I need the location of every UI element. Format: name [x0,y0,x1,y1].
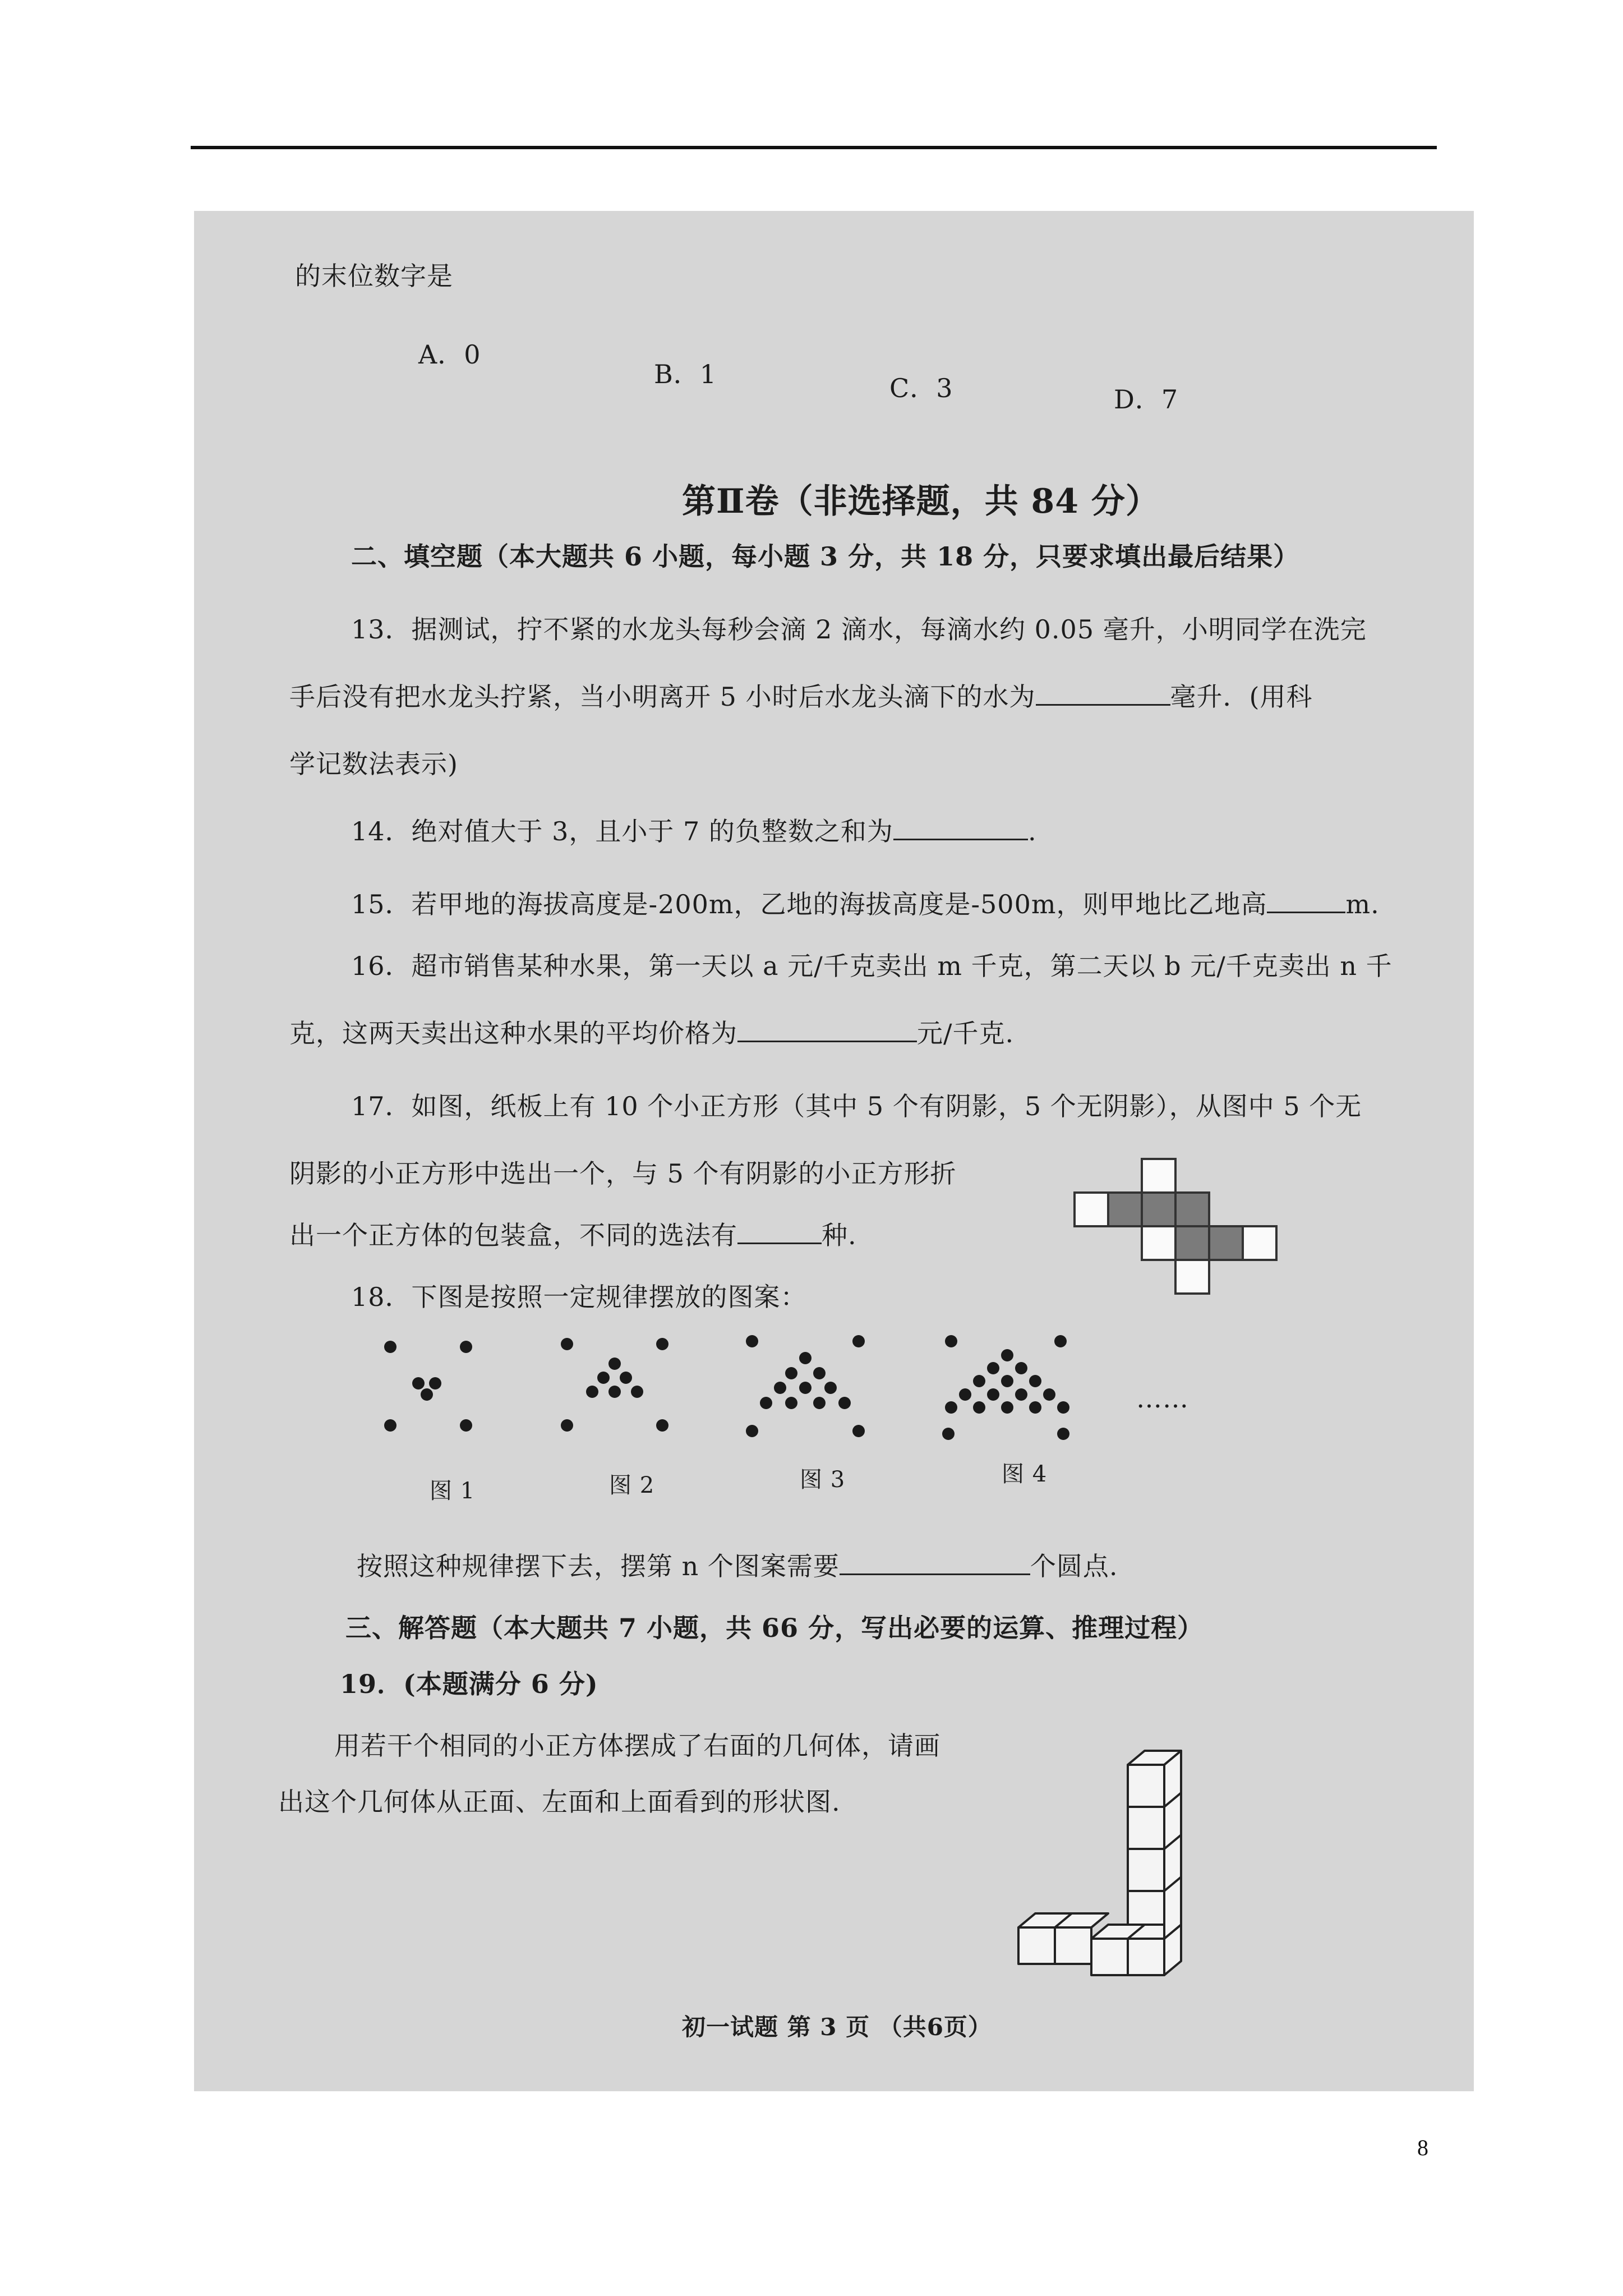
q17-answer-blank[interactable] [737,1220,822,1244]
q15 [351,884,1380,921]
fill-in-header: 二、填空题（本大题共 6 小题，每小题 3 分，共 18 分，只要求填出最后结果） [351,541,1300,572]
q14-text: 14．绝对值大于 3，且小于 7 的负整数之和为 [351,816,893,846]
cube-front [1055,1927,1091,1964]
pattern-fig3 [746,1335,865,1437]
net-square-bottom [1175,1260,1209,1294]
tower-cube [1128,1807,1164,1849]
q15-end: m. [1345,889,1380,919]
net-square-shaded [1175,1226,1209,1260]
scanned-exam-page [194,211,1474,2091]
q17-line3-end: 种. [822,1220,857,1250]
net-square-shaded [1175,1193,1209,1226]
cube-front [1018,1927,1055,1964]
q17-line3 [289,1215,857,1252]
q12-tail: 的末位数字是 [295,261,453,291]
q18-answer-blank[interactable] [840,1551,1030,1575]
q18-label-fig2: 图 2 [609,1473,655,1498]
q12-option-a: A．0 [418,339,481,370]
cube-front [1091,1939,1128,1975]
q16-line2-end: 元/千克. [917,1018,1015,1048]
pattern-fig4 [942,1335,1069,1440]
q13-line2-end: 毫升．(用科 [1170,682,1313,712]
q14 [351,811,1037,848]
q18-label-fig1: 图 1 [430,1478,476,1504]
section2-title: 第Ⅱ卷（非选择题，共 84 分） [682,482,1160,521]
q12-option-b: B．1 [654,359,717,389]
tower-cube [1128,1891,1164,1925]
q17-line1: 17．如图，纸板上有 10 个小正方形（其中 5 个有阴影，5 个无阴影），从图中 5 个无 [351,1091,1362,1121]
q18-line1: 18．下图是按照一定规律摆放的图案： [351,1282,807,1312]
net-square-shaded [1209,1226,1243,1260]
q19-title: 19．(本题满分 6 分) [340,1669,598,1699]
q19-cube-solid-figure [1007,1703,1232,2006]
q13-line1: 13．据测试，拧不紧的水龙头每秒会滴 2 滴水，每滴水约 0.05 毫升，小明同学在洗完 [351,614,1367,645]
net-square-shaded [1108,1193,1142,1226]
q17-cube-net-figure [1069,1153,1316,1322]
q18-line2-end: 个圆点. [1030,1551,1118,1581]
net-square-left [1075,1193,1108,1226]
q18-ellipsis: …… [1136,1383,1189,1414]
exam-footer: 初一试题 第 3 页 （共6页） [682,2013,992,2041]
q14-answer-blank[interactable] [893,816,1028,840]
q13-answer-blank[interactable] [1036,682,1170,706]
q13-line2-text: 手后没有把水龙头拧紧，当小明离开 5 小时后水龙头滴下的水为 [289,682,1036,712]
tower-cube [1128,1849,1164,1891]
tower-cube [1128,1765,1164,1807]
q16-answer-blank[interactable] [737,1018,917,1042]
net-square-shaded [1142,1193,1175,1226]
q17-line2: 阴影的小正方形中选出一个，与 5 个有阴影的小正方形折 [289,1158,957,1189]
net-square-top [1142,1159,1175,1193]
q13-line2 [289,677,1312,714]
page-number: 8 [1417,2135,1428,2160]
cube-front [1128,1939,1164,1975]
q18-line2 [357,1546,1118,1583]
q19-line2: 出这个几何体从正面、左面和上面看到的形状图. [278,1787,841,1817]
pattern-fig2 [561,1338,668,1432]
solve-header: 三、解答题（本大题共 7 小题，共 66 分，写出必要的运算、推理过程） [345,1613,1204,1643]
q19-line1: 用若干个相同的小正方体摆成了右面的几何体，请画 [334,1731,940,1761]
q18-label-fig4: 图 4 [1002,1461,1048,1487]
q18-dot-patterns [362,1333,1428,1479]
q15-answer-blank[interactable] [1267,889,1345,913]
q18-line2-text: 按照这种规律摆下去，摆第 n 个图案需要 [357,1551,840,1581]
q14-end: . [1027,816,1037,846]
pattern-fig1 [384,1341,472,1432]
q15-text: 15．若甲地的海拔高度是-200m，乙地的海拔高度是-500m，则甲地比乙地高 [351,889,1267,919]
q12-option-c: C．3 [889,373,953,403]
q16-line2 [289,1013,1014,1050]
net-square [1142,1226,1175,1260]
tower-side [1164,1751,1181,1939]
header-rule [191,146,1437,149]
net-square-right [1243,1226,1276,1260]
q12-option-d: D．7 [1114,384,1179,415]
q13-line3: 学记数法表示) [289,749,458,779]
q17-line3-text: 出一个正方体的包装盒，不同的选法有 [289,1220,737,1250]
q18-label-fig3: 图 3 [800,1467,846,1493]
q16-line1: 16．超市销售某种水果，第一天以 a 元/千克卖出 m 千克，第二天以 b 元/千克卖出 n 千 [351,951,1393,981]
q16-line2-text: 克，这两天卖出这种水果的平均价格为 [289,1018,737,1048]
